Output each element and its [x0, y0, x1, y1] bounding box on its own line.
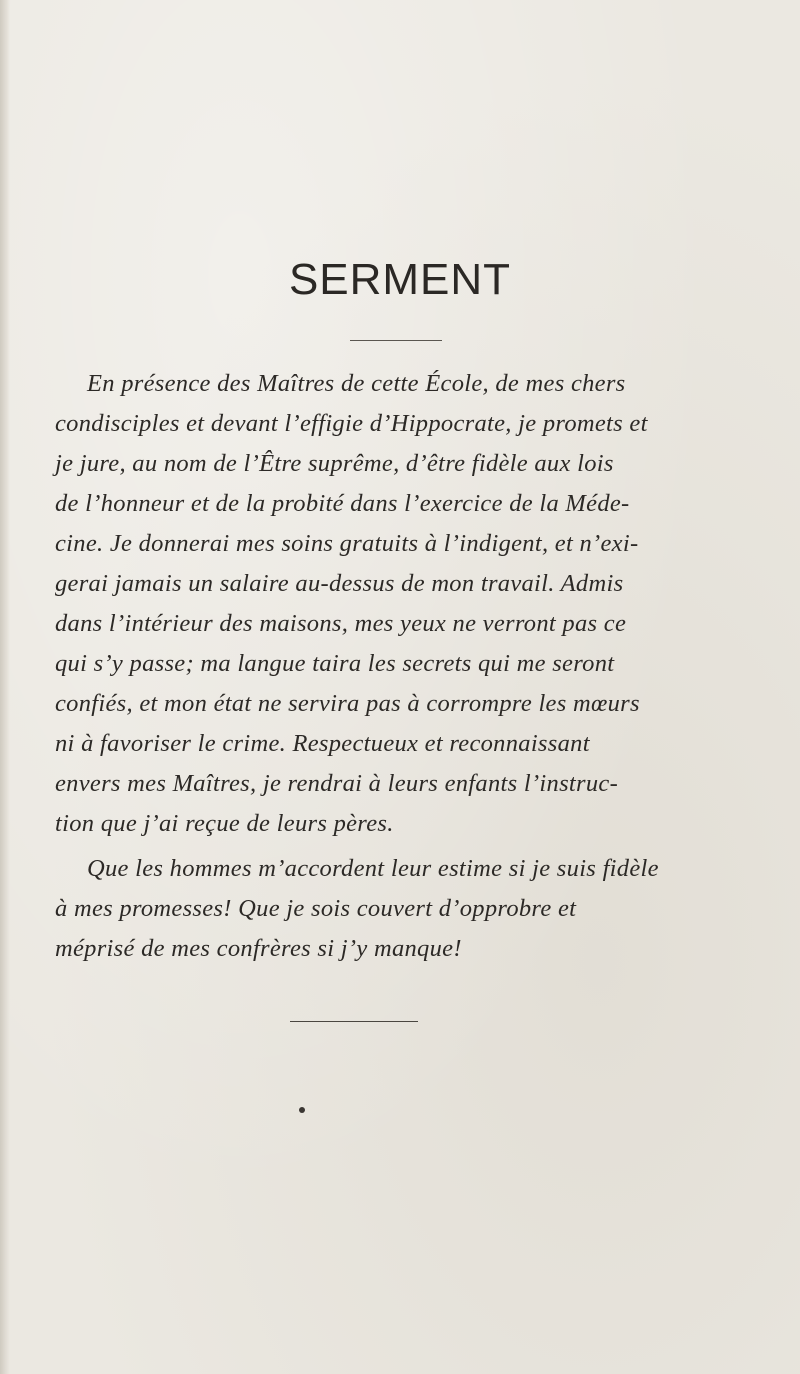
oath-line: En présence des Maîtres de cette École, de mes chers	[87, 370, 626, 397]
oath-line: tion que j’ai reçue de leurs pères.	[55, 810, 394, 837]
oath-line: envers mes Maîtres, je rendrai à leurs enfants l’instruc-	[55, 770, 619, 797]
oath-line: gerai jamais un salaire au-dessus de mon travail. Admis	[55, 570, 624, 597]
oath-line: méprisé de mes confrères si j’y manque!	[55, 935, 462, 962]
oath-line: cine. Je donnerai mes soins gratuits à l’indigent, et n’exi-	[55, 530, 639, 557]
oath-line: confiés, et mon état ne servira pas à corrompre les mœurs	[55, 690, 640, 717]
oath-line: je jure, au nom de l’Être suprême, d’être fidèle aux lois	[55, 450, 614, 477]
oath-line: dans l’intérieur des maisons, mes yeux ne verront pas ce	[55, 610, 627, 637]
page-title: SERMENT	[288, 255, 512, 304]
ornament-dot	[299, 1107, 305, 1113]
oath-line: de l’honneur et de la probité dans l’exercice de la Méde-	[55, 490, 630, 517]
oath-line: ni à favoriser le crime. Respectueux et reconnaissant	[55, 730, 590, 757]
closing-divider	[290, 1021, 418, 1022]
title-divider	[350, 340, 442, 341]
oath-line: à mes promesses! Que je sois couvert d’opprobre et	[55, 895, 577, 922]
oath-line: Que les hommes m’accordent leur estime si je suis fidèle	[87, 855, 659, 882]
page-binding-edge	[0, 0, 10, 1374]
oath-line: qui s’y passe; ma langue taira les secrets qui me seront	[55, 650, 615, 677]
oath-line: condisciples et devant l’effigie d’Hippocrate, je promets et	[55, 410, 648, 437]
